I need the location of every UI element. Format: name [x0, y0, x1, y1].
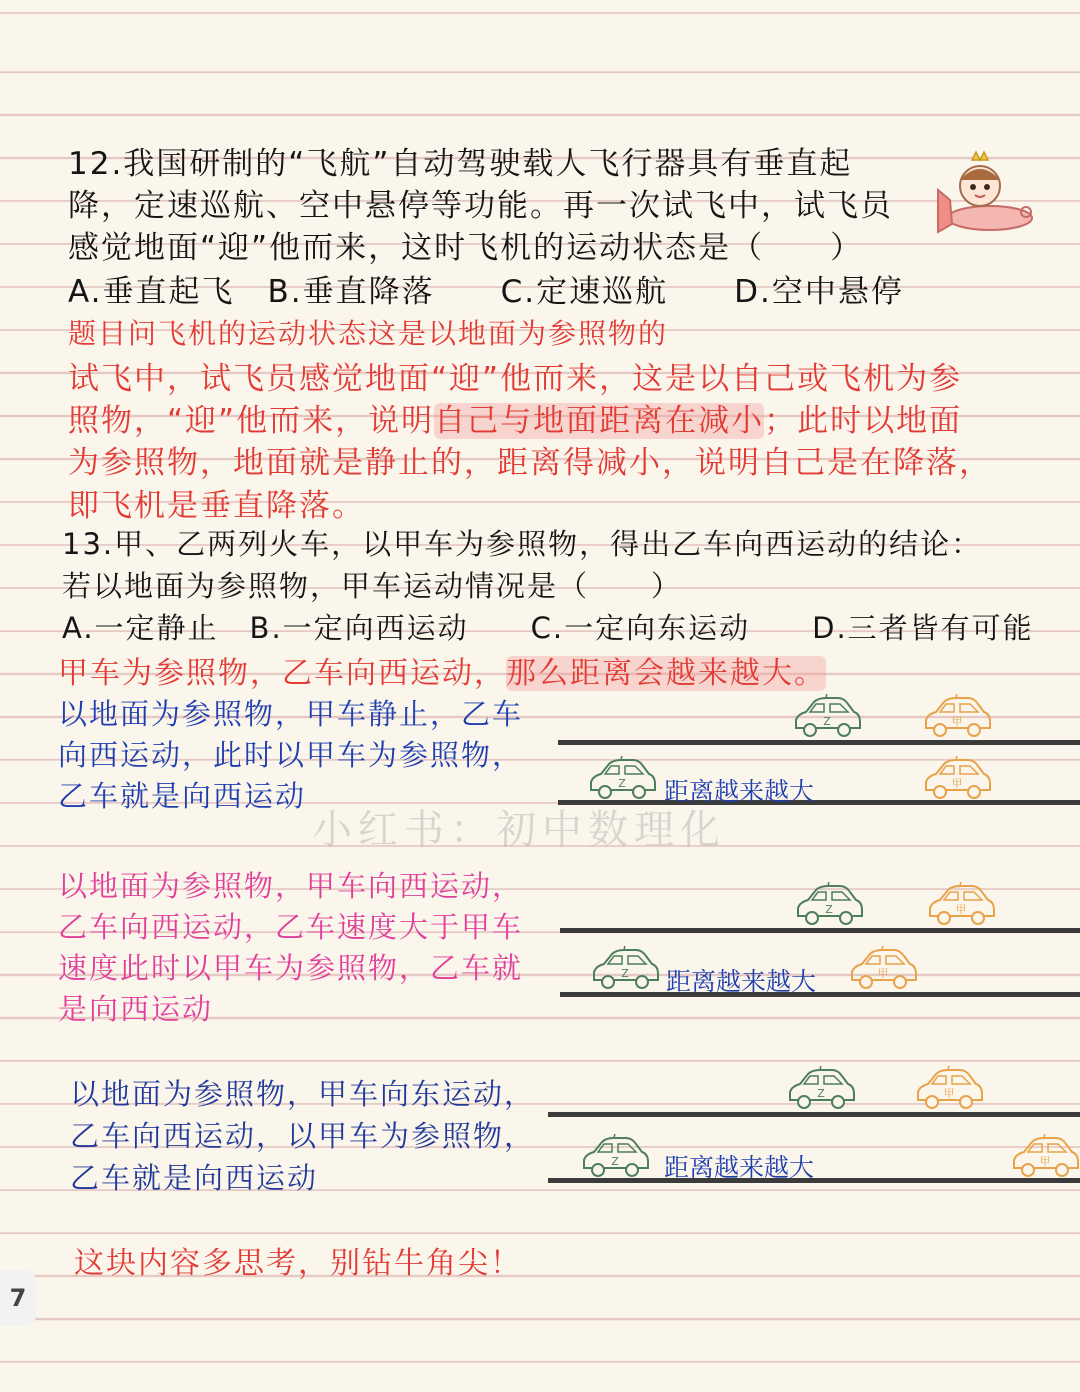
case-3-line: 乙车向西运动，以甲车为参照物， [70, 1119, 536, 1153]
answer-12-line: 即飞机是垂直降落。 [68, 488, 365, 524]
case-2-line: 速度此时以甲车为参照物，乙车就 [58, 951, 524, 985]
car-label: Z [611, 1155, 619, 1168]
car-jia-icon [920, 756, 992, 802]
case-2-line: 是向西运动 [58, 992, 214, 1026]
case-3-line: 以地面为参照物，甲车向东运动， [70, 1077, 536, 1111]
question-13-conclusion [58, 648, 826, 692]
pilot-airplane-illustration [930, 140, 1040, 250]
answer-12-text: ；此时以地面 [764, 403, 963, 439]
car-label: Z [621, 967, 629, 980]
road-line [560, 928, 1080, 933]
page-number: 7 [0, 1270, 36, 1326]
question-13-options: A.一定静止 B.一定向西运动 C.一定向东运动 D.三者皆有可能 [62, 611, 1034, 645]
distance-label: 距离越来越大 [664, 777, 815, 806]
car-label: 甲 [951, 777, 963, 790]
car-yi-icon [588, 946, 660, 992]
car-jia-icon [846, 946, 918, 992]
answer-12-line [68, 395, 962, 440]
case-1-line: 乙车就是向西运动 [58, 779, 307, 813]
car-jia-icon [924, 882, 996, 928]
car-label: 甲 [943, 1087, 955, 1100]
road-line [558, 740, 1080, 745]
road-line [560, 992, 1080, 997]
case-1-line: 以地面为参照物，甲车静止，乙车 [58, 697, 524, 731]
car-label: Z [817, 1087, 825, 1100]
question-12-line: 12.我国研制的“飞航”自动驾驶载人飞行器具有垂直起 [68, 146, 853, 182]
car-label: Z [825, 903, 833, 916]
case-3-line: 乙车就是向西运动 [70, 1161, 319, 1195]
conclusion-text: 甲车为参照物，乙车向西运动， [58, 656, 506, 691]
case-2-line: 以地面为参照物，甲车向西运动， [58, 869, 524, 903]
car-yi-icon [784, 1066, 856, 1112]
car-yi-icon [792, 882, 864, 928]
car-label: 甲 [951, 715, 963, 728]
case-2-line: 乙车向西运动，乙车速度大于甲车 [58, 910, 524, 944]
car-jia-icon [1008, 1134, 1080, 1180]
car-label: Z [618, 777, 626, 790]
car-jia-icon [912, 1066, 984, 1112]
car-yi-icon [578, 1134, 650, 1180]
car-label: 甲 [1039, 1155, 1051, 1168]
answer-12-text: 照物，“迎”他而来，说明 [68, 403, 435, 439]
car-yi-icon [585, 756, 657, 802]
car-label: Z [823, 715, 831, 728]
road-line [548, 1112, 1080, 1117]
conclusion-highlight: 那么距离会越来越大。 [506, 656, 826, 691]
question-12-options: A.垂直起飞 B.垂直降落 C.定速巡航 D.空中悬停 [68, 274, 904, 310]
distance-label: 距离越来越大 [666, 967, 817, 996]
car-label: 甲 [955, 903, 967, 916]
answer-12-line: 为参照物，地面就是静止的，距离得减小，说明自己是在降落， [68, 445, 992, 481]
question-13-line: 13.甲、乙两列火车，以甲车为参照物，得出乙车向西运动的结论： [62, 527, 983, 561]
watermark-text: 小红书：初中数理化 [312, 807, 726, 853]
question-12-line: 感觉地面“迎”他而来，这时飞机的运动状态是（ ） [68, 230, 864, 266]
distance-label: 距离越来越大 [664, 1153, 815, 1182]
question-12-line: 降，定速巡航、空中悬停等功能。再一次试飞中，试飞员 [68, 188, 893, 224]
answer-12-line: 试飞中，试飞员感觉地面“迎”他而来，这是以自己或飞机为参 [68, 361, 963, 397]
answer-12-highlight: 自己与地面距离在减小 [434, 403, 765, 439]
question-13-line: 若以地面为参照物，甲车运动情况是（ ） [62, 569, 683, 603]
car-yi-icon [790, 694, 862, 740]
closing-remark: 这块内容多思考，别钻牛角尖！ [74, 1246, 522, 1281]
car-jia-icon [920, 694, 992, 740]
answer-12-line: 题目问飞机的运动状态这是以地面为参照物的 [68, 317, 669, 350]
car-label: 甲 [877, 967, 889, 980]
case-1-line: 向西运动，此时以甲车为参照物， [58, 738, 524, 772]
